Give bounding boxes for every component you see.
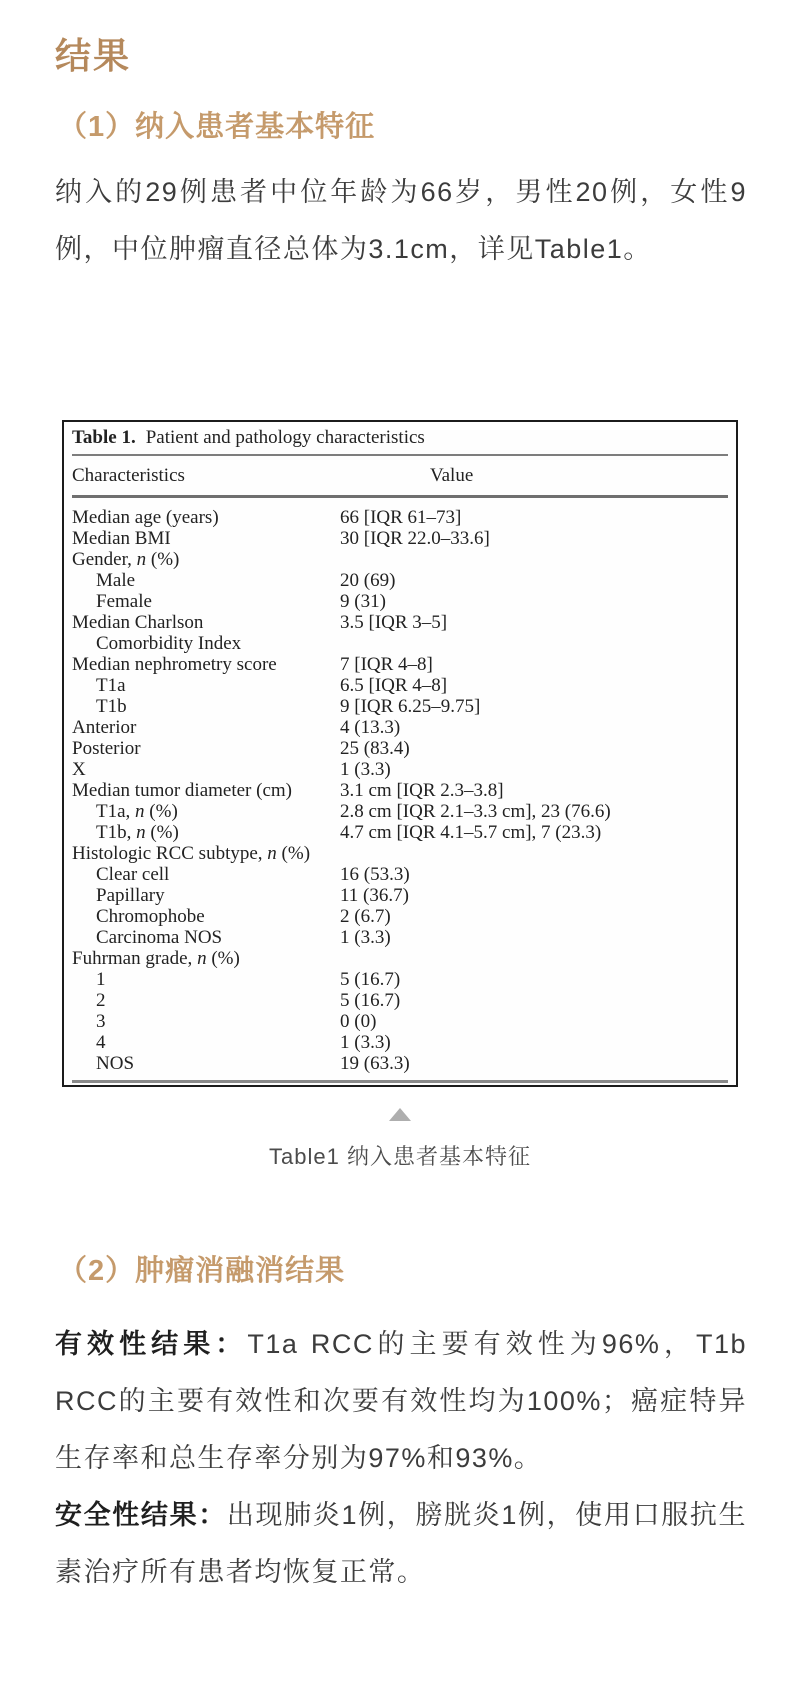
table-row-value: 11 (36.7) [340,885,409,906]
table-row-value: 2.8 cm [IQR 2.1–3.3 cm], 23 (76.6) [340,801,611,822]
table-row-value: 1 (3.3) [340,1032,391,1053]
table-row-value: 5 (16.7) [340,990,401,1011]
table-row-value [340,948,728,969]
table-row [72,675,728,696]
table-row [72,507,728,528]
table-row-value: 9 (31) [340,591,386,612]
table-row-value: 5 (16.7) [340,969,401,990]
table-row-label: Male [96,570,136,591]
efficacy-label: 有效性结果： [55,1329,248,1359]
table1-rule-top [72,454,728,456]
table-row-value: 4 (13.3) [340,717,401,738]
table-row-value: 16 (53.3) [340,864,410,885]
table-row [72,591,728,612]
table-row [72,633,728,654]
table-row-label: Clear cell [96,864,170,885]
table-row-label: Carcinoma NOS [96,927,223,948]
safety-paragraph [55,1487,747,1601]
table-row-value: 1 (3.3) [340,759,391,780]
table-row [72,717,728,738]
table-row-label: T1b, n (%) [96,822,179,843]
table-row-value: 66 [IQR 61–73] [340,507,462,528]
table1-rule-header [72,495,728,498]
table-body [72,507,728,1074]
table-row-label: 1 [96,969,106,990]
table-row-value: 0 (0) [340,1011,377,1032]
table-row-label: NOS [96,1053,135,1074]
table-row-label: Median Charlson [72,612,204,633]
table-row-value: 4.7 cm [IQR 4.1–5.7 cm], 7 (23.3) [340,822,602,843]
table-row [72,654,728,675]
page-title: 结果 [55,36,132,76]
table1-title-label: Table 1. [72,427,136,448]
table-row-value: 2 (6.7) [340,906,391,927]
table-row [72,801,728,822]
table-row-label: Posterior [72,738,141,759]
table-row [72,948,728,969]
table-row-label: Female [96,591,152,612]
table-row-value: 3.1 cm [IQR 2.3–3.8] [340,780,504,801]
section2-paragraphs [55,1316,747,1601]
table-row-label: Histologic RCC subtype, n (%) [72,843,311,864]
table-row [72,822,728,843]
table-row-label: 4 [96,1032,106,1053]
table-row [72,864,728,885]
efficacy-paragraph [55,1316,747,1487]
collapse-triangle-icon[interactable] [389,1108,411,1121]
table-row-label: Comorbidity Index [96,633,242,654]
table-row-value [340,843,728,864]
table-row [72,990,728,1011]
table-row [72,612,728,633]
table-row [72,696,728,717]
efficacy-text: T1a RCC的主要有效性为96%，T1b RCC的主要有效性和次要有效性均为100%；癌症特异生存率和总生存率分别为97%和93%。 [55,1329,747,1473]
table-row [72,969,728,990]
safety-text: 出现肺炎1例，膀胱炎1例，使用口服抗生素治疗所有患者均恢复正常。 [55,1500,747,1587]
table-row-value: 25 (83.4) [340,738,410,759]
table-row-label: T1a [96,675,126,696]
table-row [72,1032,728,1053]
table-row-label: X [72,759,86,780]
table-row [72,759,728,780]
table-row-label: T1b [96,696,127,717]
table-row-label: Median nephrometry score [72,654,277,675]
table-row [72,927,728,948]
table-row-value: 19 (63.3) [340,1053,410,1074]
table-row [72,549,728,570]
table-row-label: Gender, n (%) [72,549,180,570]
table1-image [62,420,738,1087]
table1-rule-bottom [72,1080,728,1083]
table-row-label: Median age (years) [72,507,219,528]
table-row [72,738,728,759]
table-row-value: 9 [IQR 6.25–9.75] [340,696,481,717]
section1-heading: （1）纳入患者基本特征 [58,111,376,143]
table-row [72,570,728,591]
table1-col-value: Value [430,465,474,486]
table-row-label: Median BMI [72,528,171,549]
table-row-label: Papillary [96,885,165,906]
table-row-value: 30 [IQR 22.0–33.6] [340,528,490,549]
table-row [72,843,728,864]
table-row-value: 7 [IQR 4–8] [340,654,433,675]
table-row [72,1011,728,1032]
table-row [72,1053,728,1074]
table-row-label: Median tumor diameter (cm) [72,780,293,801]
table-row [72,780,728,801]
table1-title [72,426,728,450]
table-row-value: 6.5 [IQR 4–8] [340,675,448,696]
table-row-label: Fuhrman grade, n (%) [72,948,240,969]
table1-title-text: Patient and pathology characteristics [145,427,425,448]
table-row [72,885,728,906]
table-row-value [340,633,728,654]
table-row [72,528,728,549]
table-row-label: T1a, n (%) [96,801,178,822]
table1-caption: Table1 纳入患者基本特征 [269,1144,531,1169]
table-row-label: 3 [96,1011,106,1032]
table-row-value [340,549,728,570]
table-row-label: 2 [96,990,106,1011]
section1-paragraph: 纳入的29例患者中位年龄为66岁，男性20例，女性9例，中位肿瘤直径总体为3.1cm，详见Table1。 [55,177,747,264]
table-row-value: 1 (3.3) [340,927,391,948]
table1-header-row [72,464,728,488]
table-row-label: Chromophobe [96,906,205,927]
table-row-value: 3.5 [IQR 3–5] [340,612,448,633]
table-row-value: 20 (69) [340,570,396,591]
table1-col-characteristics: Characteristics [72,465,185,486]
table-row [72,906,728,927]
safety-label: 安全性结果： [55,1500,227,1530]
section2-heading: （2）肿瘤消融消结果 [58,1255,346,1287]
table-row-label: Anterior [72,717,137,738]
